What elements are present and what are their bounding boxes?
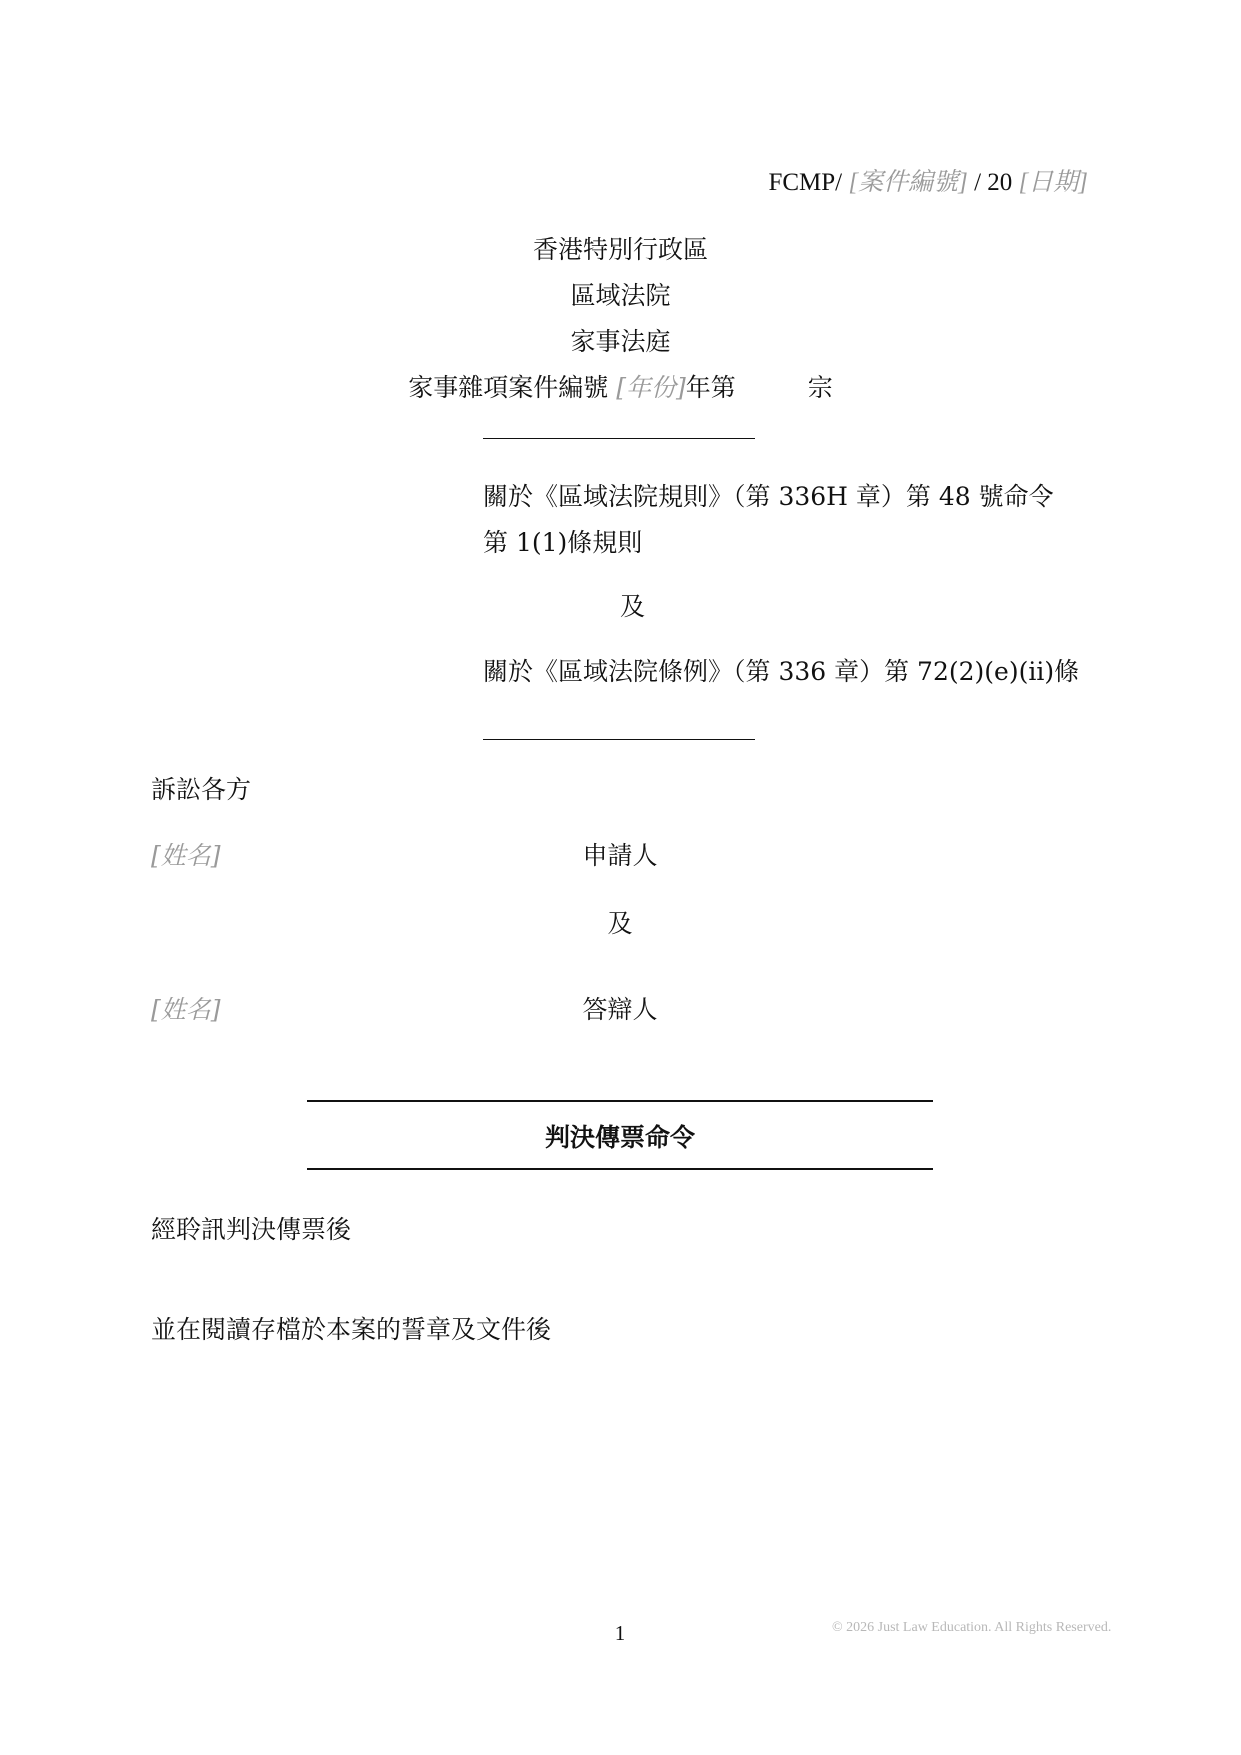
date-placeholder: [日期] — [1018, 169, 1088, 196]
respondent-role: 答辯人 — [582, 995, 658, 1024]
title-bottom-rule — [307, 1168, 933, 1170]
order-title: 判決傳票命令 — [544, 1123, 695, 1152]
case-number-line-middle: 年第 — [685, 373, 736, 402]
paragraph-hearing: 經聆訊判決傳票後 — [151, 1215, 352, 1244]
copyright-notice: © 2026 Just Law Education. All Rights Reserved. — [832, 1620, 1112, 1635]
case-number-line-prefix: 家事雜項案件編號 — [408, 373, 617, 402]
court-line-region: 香港特別行政區 — [532, 235, 708, 264]
divider-line — [483, 438, 755, 439]
year-placeholder: [年份] — [616, 373, 686, 402]
applicant-name-placeholder: [姓名] — [151, 841, 221, 870]
case-number-line — [0, 365, 1241, 411]
court-header — [0, 227, 1241, 411]
case-number-placeholder: [案件編號] — [848, 169, 968, 196]
divider-line — [483, 739, 755, 740]
matter-ordinance-reference: 關於《區域法院條例》（第 336 章）第 72(2)(e)(ii)條 — [483, 657, 1080, 686]
respondent-name-placeholder: [姓名] — [151, 995, 221, 1024]
parties-heading: 訴訟各方 — [151, 775, 252, 804]
case-ref-prefix: FCMP/ — [768, 169, 843, 196]
court-line-family-court: 家事法庭 — [570, 327, 671, 356]
case-ref-separator: / 20 — [967, 169, 1019, 196]
applicant-role: 申請人 — [582, 841, 658, 870]
title-top-rule — [307, 1100, 933, 1102]
court-line-district-court: 區域法院 — [570, 281, 671, 310]
case-number-line-suffix: 宗 — [807, 373, 833, 402]
page-number: 1 — [614, 1621, 626, 1645]
conjunction-and: 及 — [607, 909, 633, 938]
paragraph-reading: 並在閱讀存檔於本案的誓章及文件後 — [151, 1315, 552, 1344]
conjunction-and: 及 — [619, 592, 645, 621]
case-reference — [768, 162, 1088, 198]
matter-rules-reference: 關於《區域法院規則》（第 336H 章）第 48 號命令第 1(1)條規則 — [483, 482, 1054, 557]
